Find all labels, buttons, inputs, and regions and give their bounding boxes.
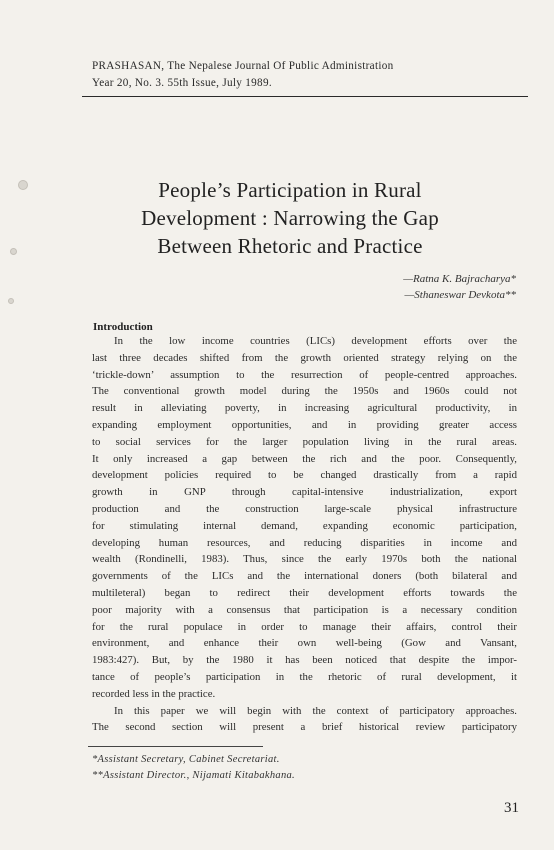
body-text — [92, 333, 517, 736]
text-line: multileteral) began to redirect their development efforts towards the — [92, 586, 517, 599]
text-line: expanding employment opportunities, and in providing greater access — [92, 418, 517, 431]
title-line: Development : Narrowing the Gap — [141, 206, 439, 230]
text-line: recorded less in the practice. — [92, 687, 216, 700]
footnote-rule — [88, 746, 263, 747]
text-line: production and the construction large-scale physical infrastructure — [92, 502, 517, 515]
title-line: Between Rhetoric and Practice — [157, 234, 423, 258]
journal-header — [92, 58, 512, 92]
text-line: for the rural populace in order to manage their affairs, control their — [92, 620, 517, 633]
text-line: development policies required to be changed drastically from a rapid — [92, 469, 517, 482]
author-list — [403, 271, 516, 303]
page-number: 31 — [504, 800, 519, 816]
text-line: 1983:427). But, by the 1980 it has been noticed that despite the impor- — [92, 654, 517, 667]
text-line: governments of the LICs and the international doners (both bilateral and — [92, 570, 517, 583]
text-line: tance of people’s participation in the rhetoric of rural development, it — [92, 670, 517, 683]
journal-name: PRASHASAN, The Nepalese Journal Of Public Administration — [92, 60, 394, 72]
text-line: to social services for the larger population living in the rural areas. — [92, 435, 517, 448]
text-line: poor majority with a consensus that participation is a necessary condition — [92, 603, 517, 616]
text-line: In the low income countries (LICs) development efforts over the — [114, 335, 517, 347]
text-line: environment, and enhance their own well-being (Gow and Vansant, — [92, 637, 517, 650]
text-line: for stimulating internal demand, expanding economic participation, — [92, 519, 517, 532]
section-heading: Introduction — [93, 321, 153, 333]
text-line: ‘trickle-down’ assumption to the resurrection of people-centred approaches. — [92, 368, 517, 381]
text-line: last three decades shifted from the growth oriented strategy relying on the — [92, 351, 517, 364]
article-title — [60, 176, 520, 260]
punch-hole-mark — [18, 180, 28, 190]
text-line: result in alleviating poverty, in increasing agricultural productivity, in — [92, 402, 517, 415]
header-rule — [82, 96, 528, 97]
text-line: The second section will present a brief historical review participatory — [92, 721, 517, 734]
punch-hole-mark — [8, 298, 14, 304]
text-line: It only increased a gap between the rich and the poor. Consequently, — [92, 452, 517, 465]
title-line: People’s Participation in Rural — [158, 178, 422, 202]
footnote: **Assistant Director., Nijamati Kitabakhana. — [92, 770, 295, 781]
journal-issue: Year 20, No. 3. 55th Issue, July 1989. — [92, 77, 272, 89]
text-line: growth in GNP through capital-intensive industrialization, export — [92, 486, 517, 499]
text-line: wealth (Rondinelli, 1983). Thus, since the early 1970s both the national — [92, 553, 517, 566]
author-name: —Ratna K. Bajracharya* — [403, 273, 516, 285]
footnotes — [92, 752, 295, 784]
footnote: *Assistant Secretary, Cabinet Secretariat. — [92, 754, 280, 765]
author-name: —Sthaneswar Devkota** — [404, 289, 516, 301]
text-line: In this paper we will begin with the context of participatory approaches. — [114, 704, 517, 717]
text-line: The conventional growth model during the 1950s and 1960s could not — [92, 385, 517, 398]
text-line: developing human resources, and reducing disparities in income and — [92, 536, 517, 549]
punch-hole-mark — [10, 248, 17, 255]
